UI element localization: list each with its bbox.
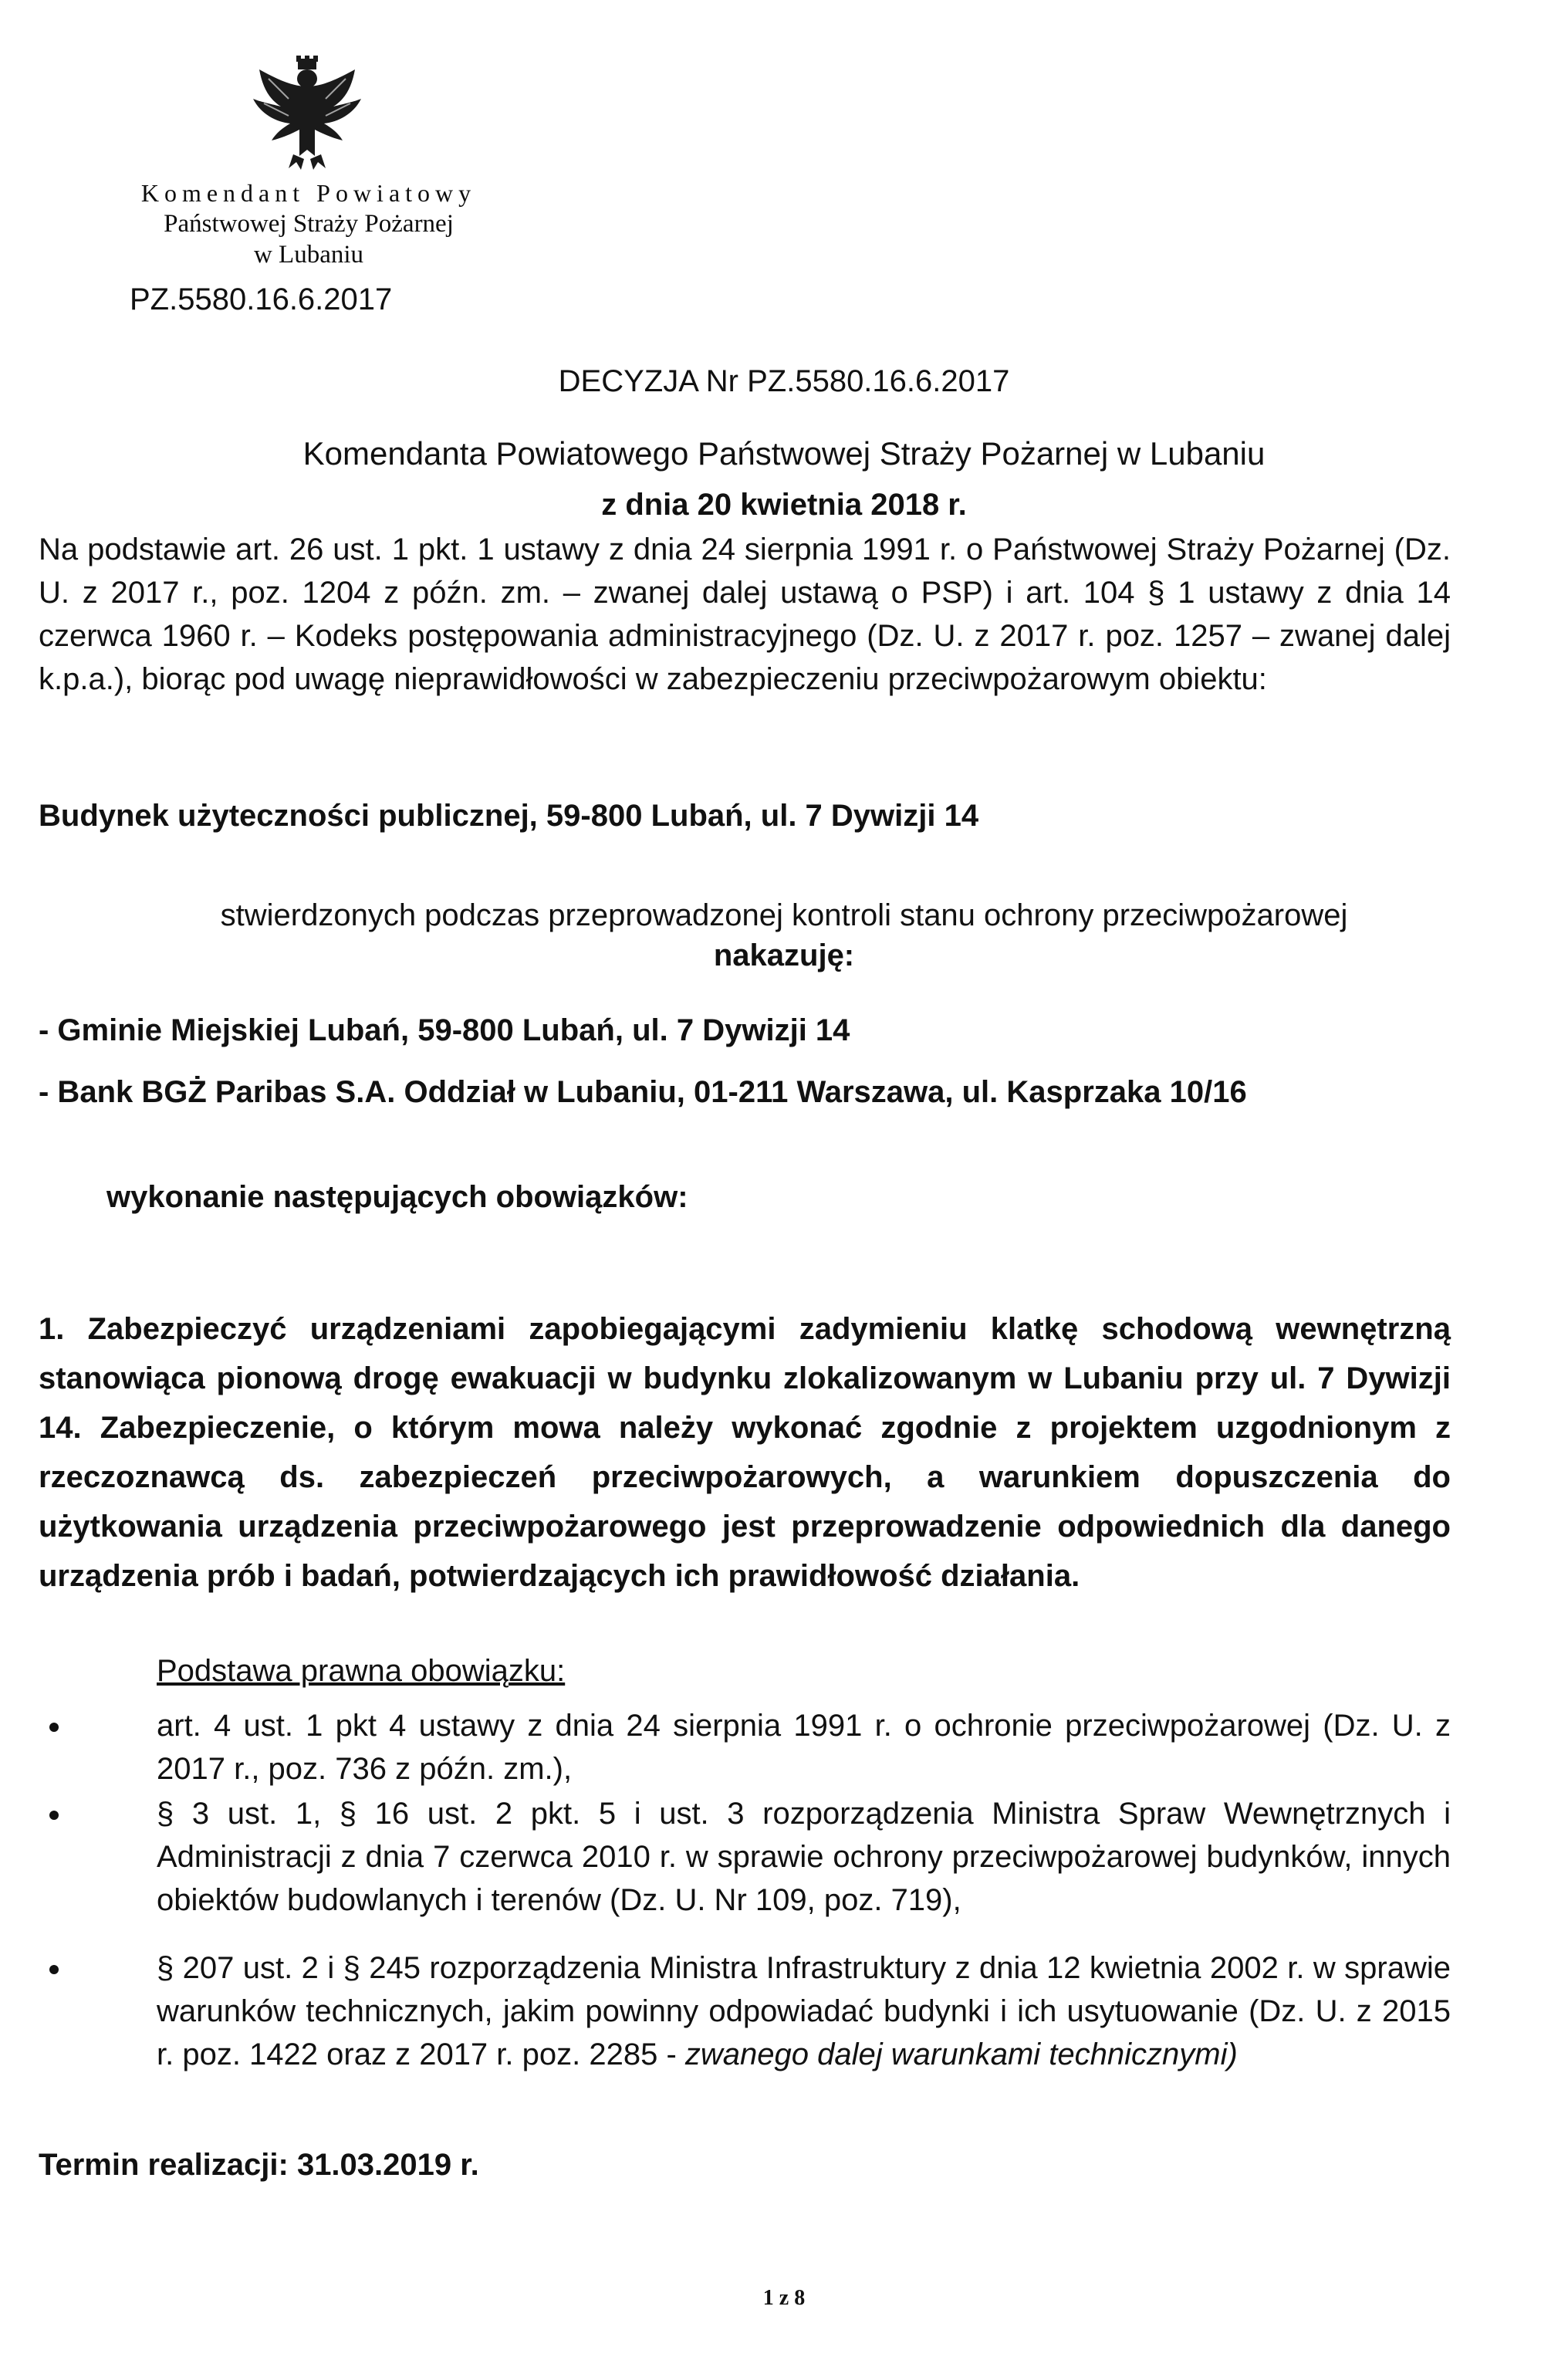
authority-line-3: w Lubaniu: [253, 241, 364, 269]
authority-line-1: Komendant Powiatowy: [140, 179, 477, 207]
legal-basis-intro: Na podstawie art. 26 ust. 1 pkt. 1 ustawy z dnia 24 sierpnia 1991 r. o Państwowej Straży Pożarnej (Dz. U. z 2017 r., poz. 1204 z późn. zm. – zwanej dalej ustawą o PSP) i art. 104 § 1 ustawy z dnia 14 czerwca 1960 r. – Kodeks postępowania administracyjnego (Dz. U. z 2017 r. poz. 1257 – zwanej dalej k.p.a.), biorąc pod uwagę nieprawidłowości w zabezpieczeniu przeciwpożarowym obiektu:: [39, 533, 1451, 696]
legal-basis-item: [39, 1704, 1451, 1791]
bullet-icon: [49, 1965, 59, 1974]
case-reference: PZ.5580.16.6.2017: [130, 282, 393, 316]
authority-line-2: Państwowej Straży Pożarnej: [164, 210, 454, 238]
legal-basis-text: art. 4 ust. 1 pkt 4 ustawy z dnia 24 sierpnia 1991 r. o ochronie przeciwpożarowej (Dz. U. z 2017 r., poz. 736 z późn. zm.),: [157, 1709, 1451, 1786]
decision-issuer: Komendanta Powiatowego Państwowej Straży Pożarnej w Lubaniu: [302, 435, 1266, 472]
bullet-icon: [49, 1811, 59, 1820]
duties-heading: wykonanie następujących obowiązków:: [106, 1180, 688, 1214]
decision-title: DECYZJA Nr PZ.5580.16.6.2017: [558, 364, 1010, 398]
building-address: Budynek użyteczności publicznej, 59-800 Lubań, ul. 7 Dywizji 14: [39, 799, 979, 833]
order-word: nakazuję:: [713, 938, 855, 972]
legal-basis-text: [157, 1946, 1451, 2076]
page-number: 1 z 8: [762, 2286, 806, 2310]
obligation-item-1: 1. Zabezpieczyć urządzeniami zapobiegającymi zadymieniu klatkę schodową wewnętrzną stanowiąca pionową drogę ewakuacji w budynku zlokalizowanym w Lubaniu przy ul. 7 Dywizji 14. Zabezpieczenie, o którym mowa należy wykonać zgodnie z projektem uzgodnionym z rzeczoznawcą ds. zabezpieczeń przeciwpożarowych, a warunkiem dopuszczenia do użytkowania urządzenia przeciwpożarowego jest przeprowadzenie odpowiednich dla danego urządzenia prób i badań, potwierdzających ich prawidłowość działania.: [39, 1312, 1451, 1593]
legal-basis-text: § 3 ust. 1, § 16 ust. 2 pkt. 5 i ust. 3 rozporządzenia Ministra Spraw Wewnętrznych i Administracji z dnia 7 czerwca 2010 r. w sprawie ochrony przeciwpożarowej budynków, innych obiektów budowlanych i terenów (Dz. U. Nr 109, poz. 719),: [157, 1797, 1451, 1917]
legal-basis-text-italic: zwanego dalej warunkami technicznymi): [684, 2038, 1238, 2071]
legal-basis-heading: Podstawa prawna obowiązku:: [157, 1654, 566, 1688]
addressee-2: - Bank BGŻ Paribas S.A. Oddział w Lubaniu, 01-211 Warszawa, ul. Kasprzaka 10/16: [39, 1075, 1247, 1109]
inspection-statement: stwierdzonych podczas przeprowadzonej kontroli stanu ochrony przeciwpożarowej: [220, 898, 1348, 932]
issuing-authority: [100, 178, 517, 270]
legal-basis-item: [39, 1792, 1451, 1922]
legal-basis-text-main: § 207 ust. 2 i § 245 rozporządzenia Ministra Infrastruktury z dnia 12 kwietnia 2002 r. w sprawie warunków technicznych, jakim powinny odpowiadać budynki i ich usytuowanie (Dz. U. z 2015 r. poz. 1422 oraz z 2017 r. poz. 2285 -: [157, 1951, 1451, 2071]
decision-date: z dnia 20 kwietnia 2018 r.: [601, 488, 967, 522]
eagle-emblem-icon: [245, 56, 369, 171]
legal-basis-item: [39, 1946, 1451, 2076]
addressee-1: - Gminie Miejskiej Lubań, 59-800 Lubań, ul. 7 Dywizji 14: [39, 1013, 850, 1047]
bullet-icon: [49, 1723, 59, 1732]
deadline: Termin realizacji: 31.03.2019 r.: [39, 2148, 479, 2182]
